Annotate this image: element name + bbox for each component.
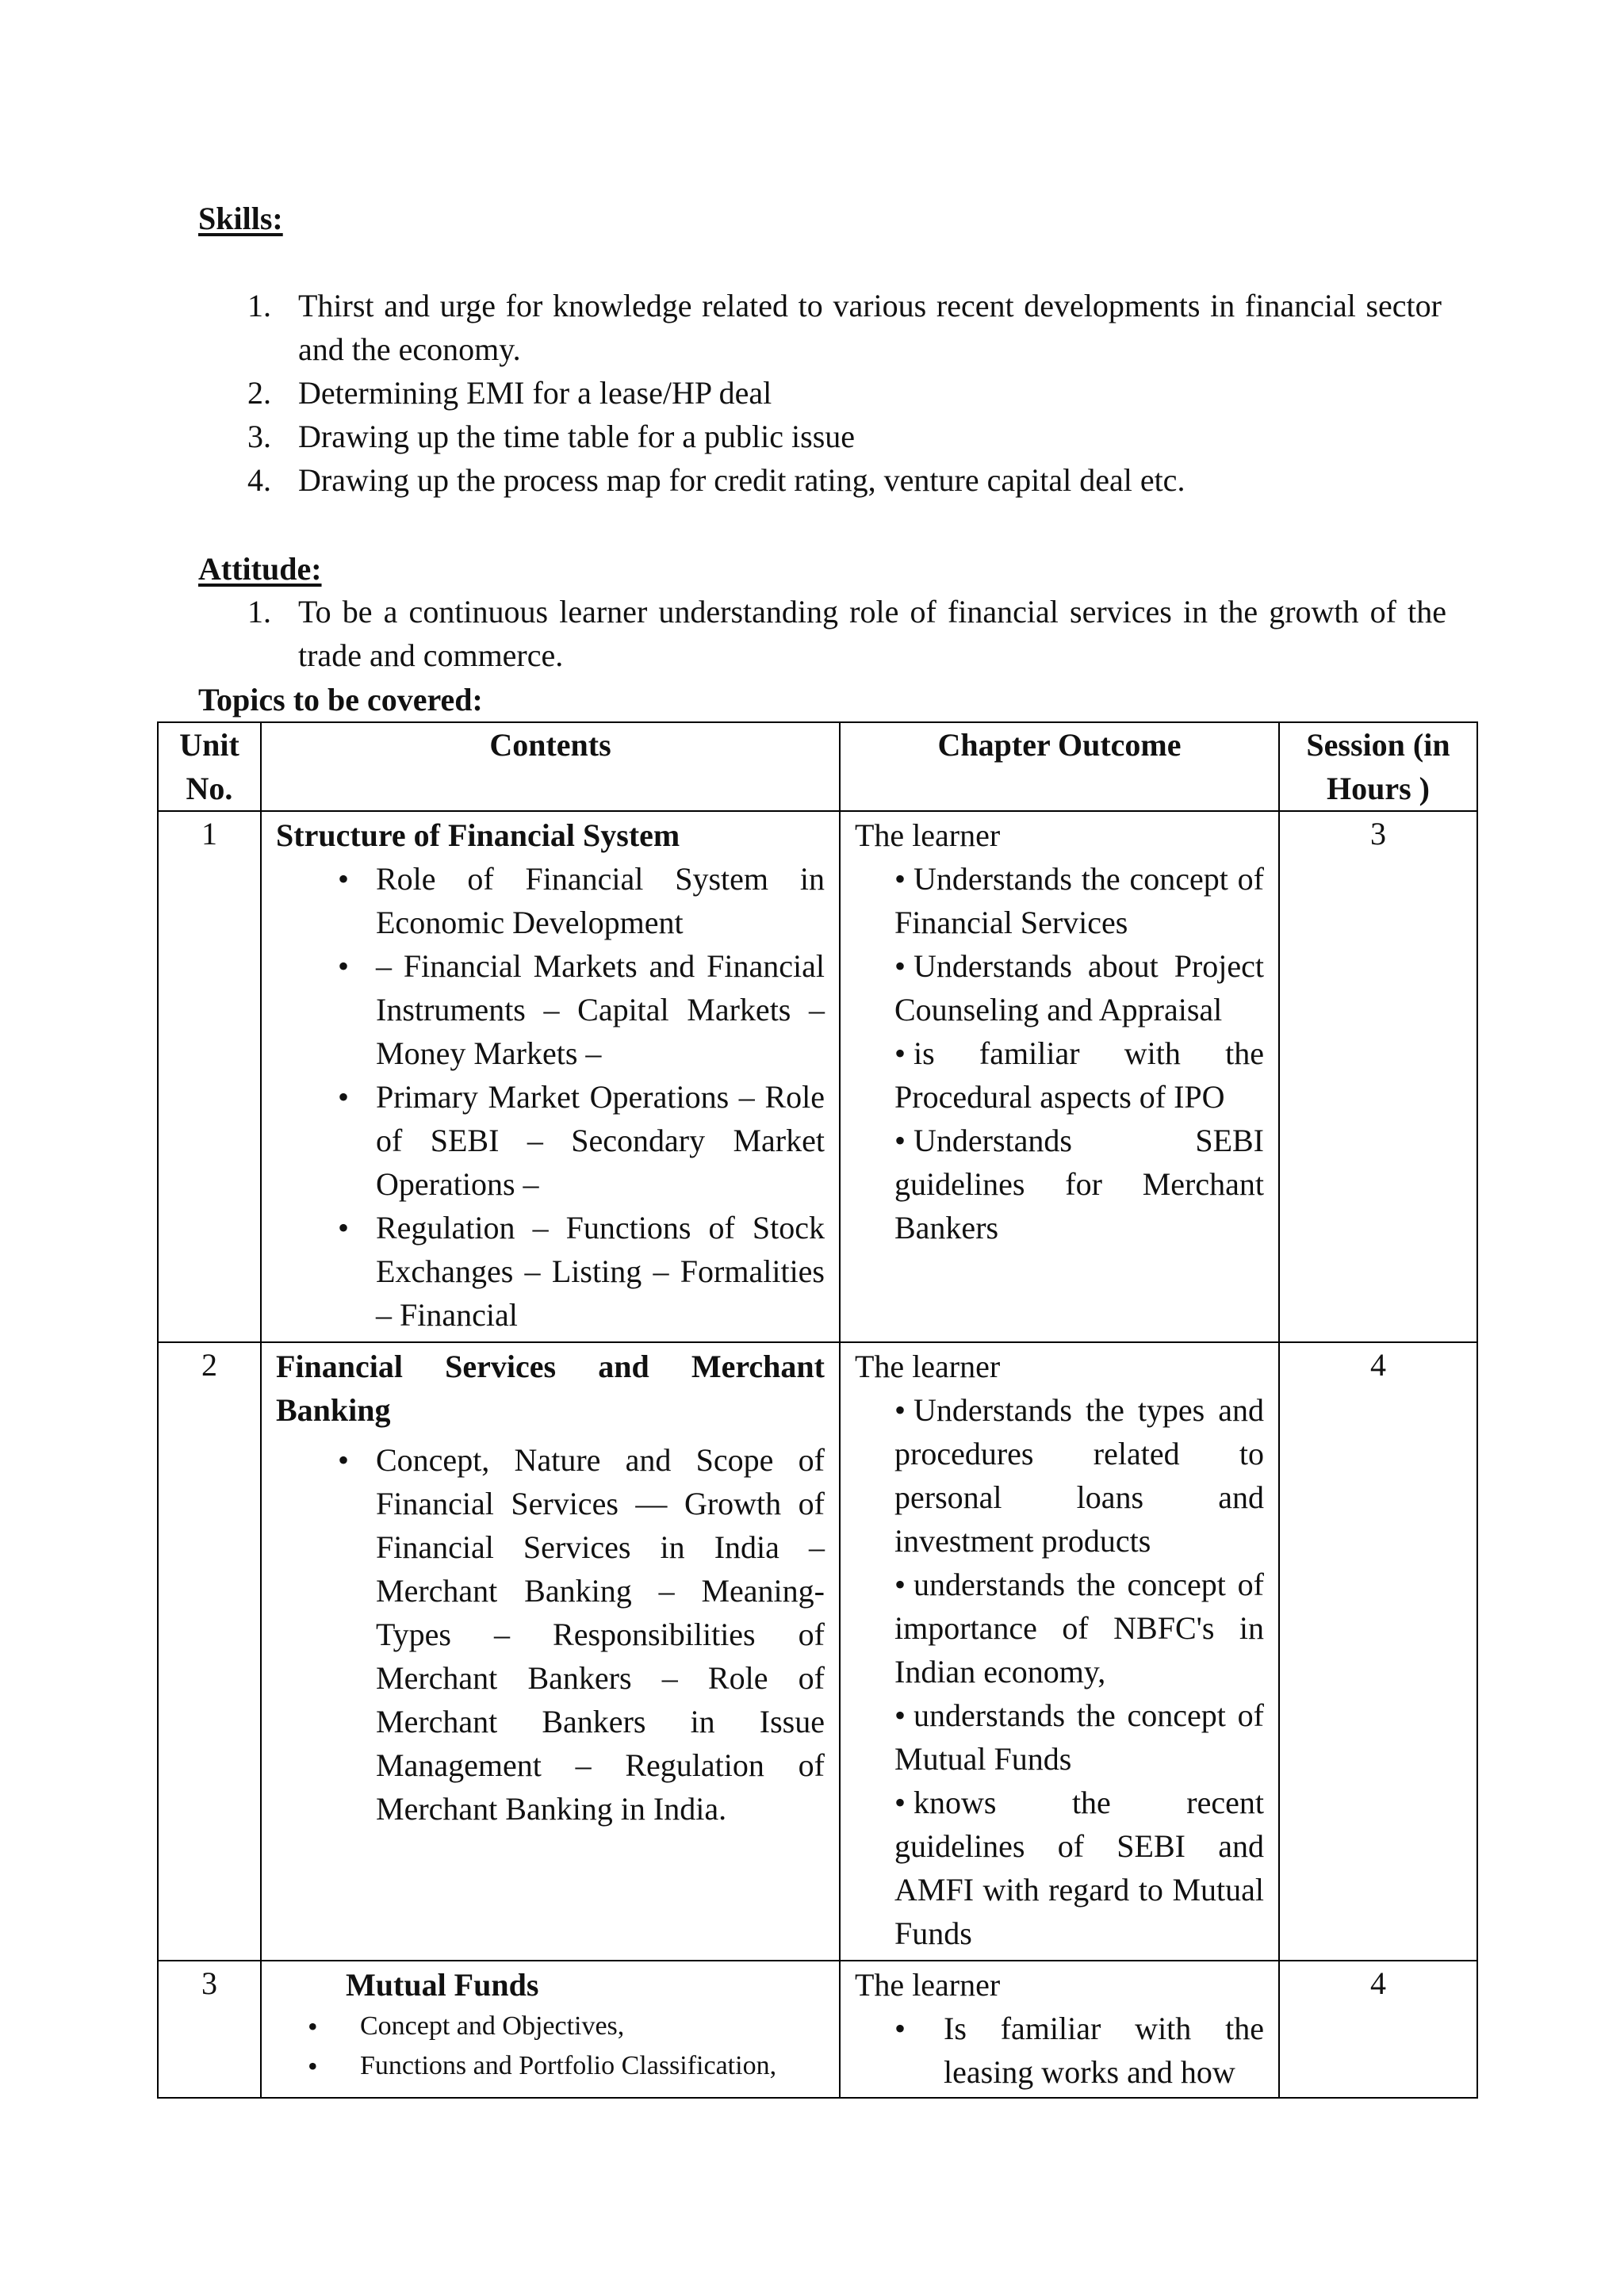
list-text: Thirst and urge for knowledge related to various recent developments in financial sector and the economy. bbox=[298, 288, 1442, 367]
header-contents: Contents bbox=[261, 722, 840, 811]
unit-number: 1 bbox=[158, 811, 261, 1342]
outcome-text: knows the recent guidelines of SEBI and AMFI with regard to Mutual Funds bbox=[894, 1785, 1264, 1951]
outcome-lead: The learner bbox=[855, 1967, 1001, 2003]
header-session: Session (in Hours ) bbox=[1279, 722, 1477, 811]
attitude-list bbox=[198, 590, 1446, 677]
list-item: • Concept and Objectives, bbox=[276, 2007, 825, 2046]
attitude-heading: Attitude: bbox=[198, 551, 322, 587]
list-text: To be a continuous learner understanding role of financial services in the growth of the trade and commerce. bbox=[298, 594, 1446, 673]
session-hours: 3 bbox=[1279, 811, 1477, 1342]
list-number: 4. bbox=[247, 462, 271, 498]
contents-cell bbox=[261, 811, 840, 1342]
table-row bbox=[158, 1961, 1477, 2098]
outcome-text: Understands SEBI guidelines for Merchant Bankers bbox=[894, 1123, 1264, 1246]
header-unit: Unit No. bbox=[158, 722, 261, 811]
list-item bbox=[855, 1563, 1264, 1693]
outcome-cell bbox=[840, 1342, 1279, 1961]
list-item: • Concept, Nature and Scope of Financial Services — Growth of Financial Services in India – Merchant Banking – Meaning-Types – Responsibilities of Merchant Bankers – Role of Merchant Bankers in Issue Management – Regulation of Merchant Banking in India. bbox=[276, 1438, 825, 1831]
list-text: Drawing up the process map for credit rating, venture capital deal etc. bbox=[298, 462, 1185, 498]
list-item bbox=[855, 857, 1264, 944]
list-item bbox=[855, 944, 1264, 1031]
list-item: • Functions and Portfolio Classification, bbox=[276, 2046, 825, 2086]
outcome-cell bbox=[840, 811, 1279, 1342]
list-number: 1. bbox=[247, 594, 271, 629]
outcome-text: Understands the concept of Financial Services bbox=[894, 861, 1264, 940]
table-row bbox=[158, 811, 1477, 1342]
contents-list bbox=[276, 2007, 825, 2086]
list-item bbox=[198, 590, 1446, 677]
topics-table bbox=[157, 721, 1478, 2099]
unit-title: Financial Services and Merchant Banking bbox=[276, 1349, 825, 1428]
topics-heading: Topics to be covered: bbox=[198, 682, 483, 718]
table-row bbox=[158, 1342, 1477, 1961]
list-item bbox=[855, 1693, 1264, 1781]
outcome-lead: The learner bbox=[855, 1349, 1001, 1384]
contents-cell bbox=[261, 1342, 840, 1961]
list-number: 1. bbox=[247, 288, 271, 323]
list-item: • Regulation – Functions of Stock Exchanges – Listing – Formalities – Financial bbox=[276, 1206, 825, 1337]
contents-list bbox=[276, 857, 825, 1337]
session-hours: 4 bbox=[1279, 1342, 1477, 1961]
unit-title: Structure of Financial System bbox=[276, 817, 680, 853]
list-item: • Primary Market Operations – Role of SEBI – Secondary Market Operations – bbox=[276, 1075, 825, 1206]
skills-heading: Skills: bbox=[198, 201, 283, 236]
list-item bbox=[198, 458, 1442, 502]
header-outcome: Chapter Outcome bbox=[840, 722, 1279, 811]
list-item bbox=[855, 1119, 1264, 1249]
outcome-lead: The learner bbox=[855, 817, 1001, 853]
list-item bbox=[198, 284, 1442, 371]
list-text: Determining EMI for a lease/HP deal bbox=[298, 375, 772, 411]
unit-title: Mutual Funds bbox=[346, 1967, 539, 2003]
list-item bbox=[198, 371, 1442, 415]
session-hours: 4 bbox=[1279, 1961, 1477, 2098]
list-text: Drawing up the time table for a public issue bbox=[298, 419, 856, 454]
unit-number: 2 bbox=[158, 1342, 261, 1961]
outcome-text: understands the concept of Mutual Funds bbox=[894, 1697, 1264, 1777]
list-item bbox=[855, 1388, 1264, 1563]
outcome-list bbox=[855, 857, 1264, 1249]
skills-list bbox=[198, 284, 1442, 502]
outcome-text: is familiar with the Procedural aspects of IPO bbox=[894, 1035, 1264, 1115]
list-item: • – Financial Markets and Financial Instruments – Capital Markets – Money Markets – bbox=[276, 944, 825, 1075]
outcome-text: Understands about Project Counseling and Appraisal bbox=[894, 948, 1264, 1027]
list-item bbox=[198, 415, 1442, 458]
list-item: • Role of Financial System in Economic Development bbox=[276, 857, 825, 944]
outcome-text: Understands the types and procedures related to personal loans and investment products bbox=[894, 1392, 1264, 1559]
outcome-list bbox=[855, 1388, 1264, 1955]
list-item bbox=[855, 2007, 1264, 2094]
table-header-row bbox=[158, 722, 1477, 811]
outcome-text: Is familiar with the leasing works and how bbox=[944, 2011, 1264, 2090]
outcome-cell bbox=[840, 1961, 1279, 2098]
outcome-list bbox=[855, 2007, 1264, 2094]
unit-number: 3 bbox=[158, 1961, 261, 2098]
contents-cell bbox=[261, 1961, 840, 2098]
contents-list bbox=[276, 1438, 825, 1831]
list-number: 2. bbox=[247, 375, 271, 411]
list-item bbox=[855, 1031, 1264, 1119]
list-number: 3. bbox=[247, 419, 271, 454]
outcome-text: understands the concept of importance of NBFC's in Indian economy, bbox=[894, 1567, 1264, 1689]
list-item bbox=[855, 1781, 1264, 1955]
